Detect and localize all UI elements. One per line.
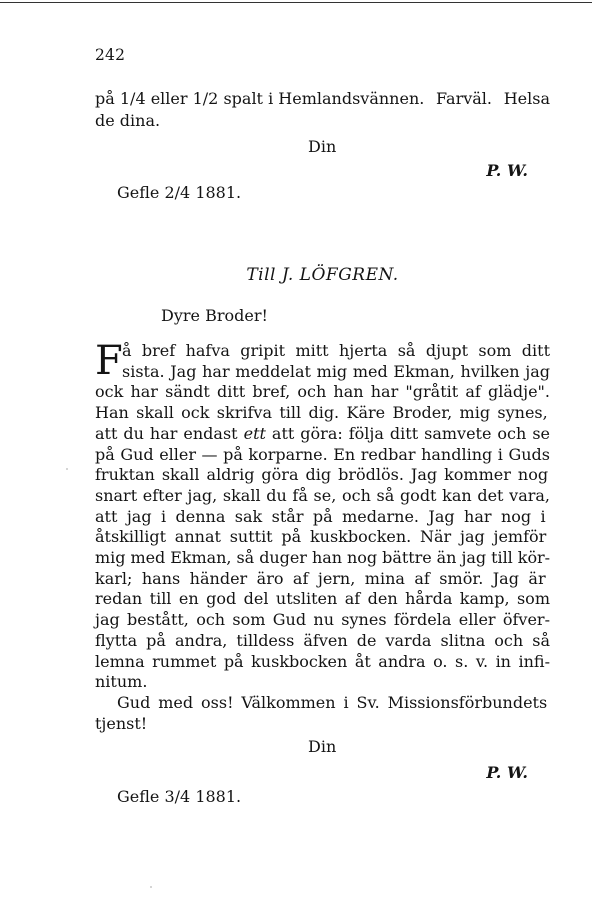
prev-letter-line-2: de dina. (95, 111, 161, 130)
body-line-text: att du har endast ett att göra: följa ditt samvete och se (95, 423, 550, 443)
letter-signature: P. W. (486, 763, 528, 783)
letter-closing: Din (308, 737, 337, 757)
prev-letter-date: Gefle 2/4 1881. (117, 183, 242, 202)
prev-letter-closing: Din (308, 137, 337, 156)
text-segment: Farväl. (436, 89, 492, 108)
text-segment: på 1/4 eller 1/2 spalt i Hemlandsvännen. (95, 89, 425, 108)
body-line: fruktan skall aldrig göra dig brödlös. Jag kommer nog (95, 465, 549, 485)
body-line: jag bestått, och som Gud nu synes fördela eller öfver- (95, 610, 550, 630)
prev-letter-line-1 (95, 88, 550, 110)
body-line: mig med Ekman, så duger han nog bättre än jag till kör- (95, 548, 551, 568)
emphasis: ett (243, 423, 266, 443)
body-line: å bref hafva gripit mitt hjerta så djupt som ditt (122, 341, 550, 360)
body-line: att jag i denna sak står på medarne. Jag har nog i (95, 506, 546, 526)
body-line (95, 424, 550, 445)
body-line: redan till en god del utsliten af den hårda kamp, som (95, 589, 550, 609)
book-page (95, 44, 550, 808)
body-line: flytta på andra, tilldess äfven de varda slitna och så (95, 630, 550, 650)
paper-speck (66, 468, 68, 470)
paper-speck (150, 886, 152, 888)
letter-body (95, 338, 551, 734)
body-line: ock har sändt ditt bref, och han har "gråtit af glädje". (95, 382, 550, 402)
body-line: lemna rummet på kuskbocken åt andra o. s. v. in infi- (95, 651, 550, 671)
body-line: sista. Jag har meddelat mig med Ekman, hvilken jag (122, 361, 550, 381)
body-line: nitum. (95, 672, 148, 692)
body-line: Gud med oss! Välkommen i Sv. Missionsförbundets (117, 692, 548, 712)
prev-letter-signature: P. W. (486, 161, 528, 180)
letter-salutation: Dyre Broder! (161, 306, 268, 325)
text-segment: Helsa (503, 89, 550, 108)
letter-date: Gefle 3/4 1881. (117, 787, 242, 807)
body-line: Han skall ock skrifva till dig. Käre Broder, mig synes, (95, 403, 548, 423)
letter-heading: Till J. LÖFGREN. (246, 265, 399, 285)
body-line: åtskilligt annat suttit på kuskbocken. När jag jemför (95, 527, 547, 547)
top-rule (0, 2, 592, 3)
body-line: tjenst! (95, 713, 148, 733)
body-line: snart efter jag, skall du få se, och så godt kan det vara, (95, 485, 550, 505)
drop-cap: F (95, 338, 123, 384)
page-number: 242 (95, 46, 126, 64)
body-line: på Gud eller — på korparne. En redbar handling i Guds (95, 444, 550, 464)
body-line: karl; hans händer äro af jern, mina af smör. Jag är (95, 568, 546, 588)
